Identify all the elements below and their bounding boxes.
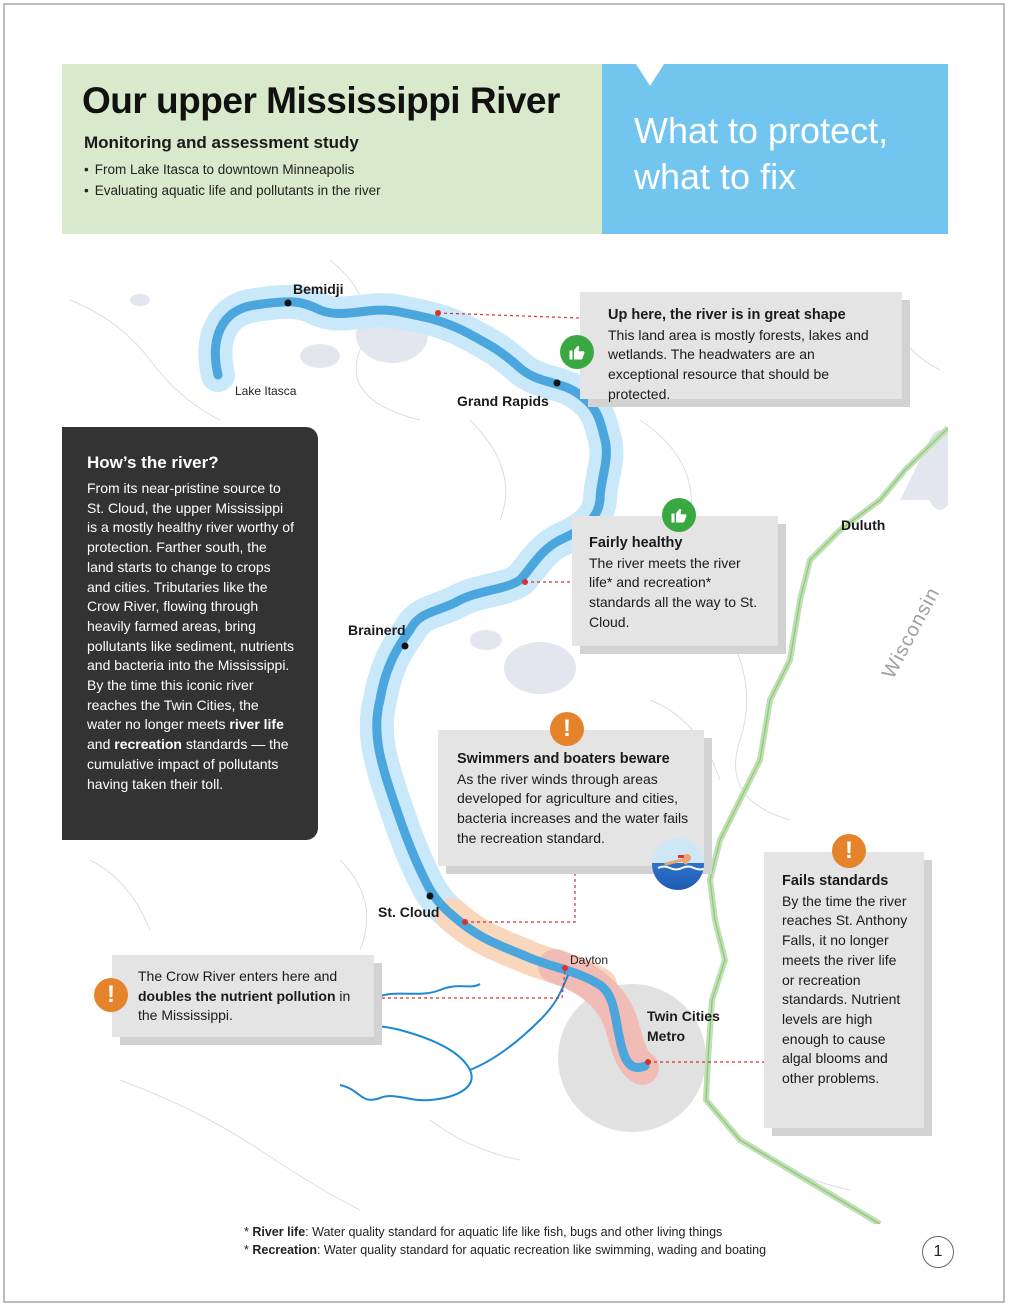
hows-the-river-body [87, 479, 294, 794]
label-lake-itasca: Lake Itasca [235, 384, 297, 398]
city-marker-bemidji [285, 300, 292, 307]
label-twin-cities-line: Twin Cities [647, 1008, 720, 1024]
label-twin-cities [647, 1006, 720, 1046]
label-twin-cities-line: Metro [647, 1028, 686, 1044]
header-bullets [84, 162, 381, 204]
callout-fails-standards [764, 852, 924, 1128]
header-notch [636, 64, 664, 86]
callout-title: Fairly healthy [589, 535, 683, 551]
callout-title: Fails standards [782, 873, 889, 889]
callout-great-shape [580, 292, 902, 402]
footnote-text: : Water quality standard for aquatic recreation like swimming, wading and boating [316, 1243, 767, 1257]
footnote-text: : Water quality standard for aquatic life like fish, bugs and other living things [305, 1225, 723, 1239]
exclamation-icon: ! [550, 712, 584, 746]
hows-the-river-panel [62, 427, 318, 840]
callout-body: As the river winds through areas developed for agriculture and cities, bacteria increases and the water fails the recreation standard. [457, 770, 689, 846]
exclamation-icon: ! [94, 978, 128, 1012]
label-dayton: Dayton [570, 953, 609, 967]
label-duluth: Duluth [841, 517, 886, 533]
footnote-asterisk: * [244, 1243, 249, 1257]
footnote-river-life [244, 1225, 722, 1239]
sidebar-text: standards — the cumulative impact of pollutants having taken their toll. [87, 736, 289, 792]
footnote-asterisk: * [244, 1225, 249, 1239]
label-wisconsin: Wisconsin [878, 583, 945, 683]
callout-title: Swimmers and boaters beware [457, 751, 670, 767]
thumbs-up-icon [560, 335, 594, 369]
callout-body: This land area is mostly forests, lakes and wetlands. The headwaters are an exceptional resource that should be protected. [608, 326, 869, 402]
page-title: Our upper Mississippi River [82, 80, 560, 121]
page-subtitle: Monitoring and assessment study [84, 133, 359, 152]
tagline [634, 108, 934, 200]
city-marker-grand-rapids [554, 380, 561, 387]
callout-text: in the Mississippi. [138, 987, 351, 1024]
callout-crow-river [112, 955, 374, 1037]
footnote-recreation [244, 1243, 766, 1257]
city-marker-brainerd [402, 643, 409, 650]
hows-the-river-title: How’s the river? [87, 453, 219, 472]
callout-body: The river meets the river life* and recreation* standards all the way to St. Cloud. [589, 554, 758, 630]
city-marker-st-cloud [427, 893, 434, 900]
callout-pointer [645, 1059, 651, 1065]
label-brainerd: Brainerd [348, 622, 406, 638]
sidebar-text: and [87, 736, 115, 753]
page-number: 1 [922, 1236, 954, 1268]
exclamation-icon: ! [832, 834, 866, 868]
sidebar-bold: river life [229, 716, 284, 733]
callout-fairly-healthy [572, 516, 778, 646]
callout-pointer [462, 919, 468, 925]
callout-body: By the time the river reaches St. Anthony Falls, it no longer meets the river life or recreation standards. Nutrient levels are high enough to cause algal blooms and other problems. [782, 892, 908, 1087]
label-bemidji: Bemidji [293, 281, 344, 297]
callout-pointer [435, 310, 441, 316]
callout-pointer [562, 965, 568, 971]
label-st-cloud: St. Cloud [378, 904, 440, 920]
label-grand-rapids: Grand Rapids [457, 393, 549, 409]
thumbs-up-icon [662, 498, 696, 532]
callout-pointer [522, 579, 528, 585]
tagline-line: what to fix [634, 156, 797, 197]
header-bullet: • Evaluating aquatic life and pollutants in the river [84, 183, 381, 198]
footnote-term: River life [252, 1225, 306, 1239]
tagline-line: What to protect, [634, 110, 889, 151]
footnote-term: Recreation [252, 1243, 317, 1257]
callout-bold: doubles the nutrient pollution [138, 987, 336, 1004]
sidebar-bold: recreation [114, 736, 182, 753]
header-bullet: • From Lake Itasca to downtown Minneapolis [84, 162, 381, 177]
swimmer-icon [652, 838, 704, 890]
callout-title: Up here, the river is in great shape [608, 307, 846, 323]
callout-text: The Crow River enters here and [138, 968, 338, 984]
sidebar-text: From its near-pristine source to St. Cloud, the upper Mississippi is a mostly healthy river worthy of protection. Farther south, the land starts to change to crops and cities. Tributaries like the Crow River, flowing through heavily farmed areas, bring pollutants like sediment, nutrients and bacteria into the Mississippi. By the time this iconic river reaches the Twin Cities, the water no longer meets [87, 480, 294, 733]
